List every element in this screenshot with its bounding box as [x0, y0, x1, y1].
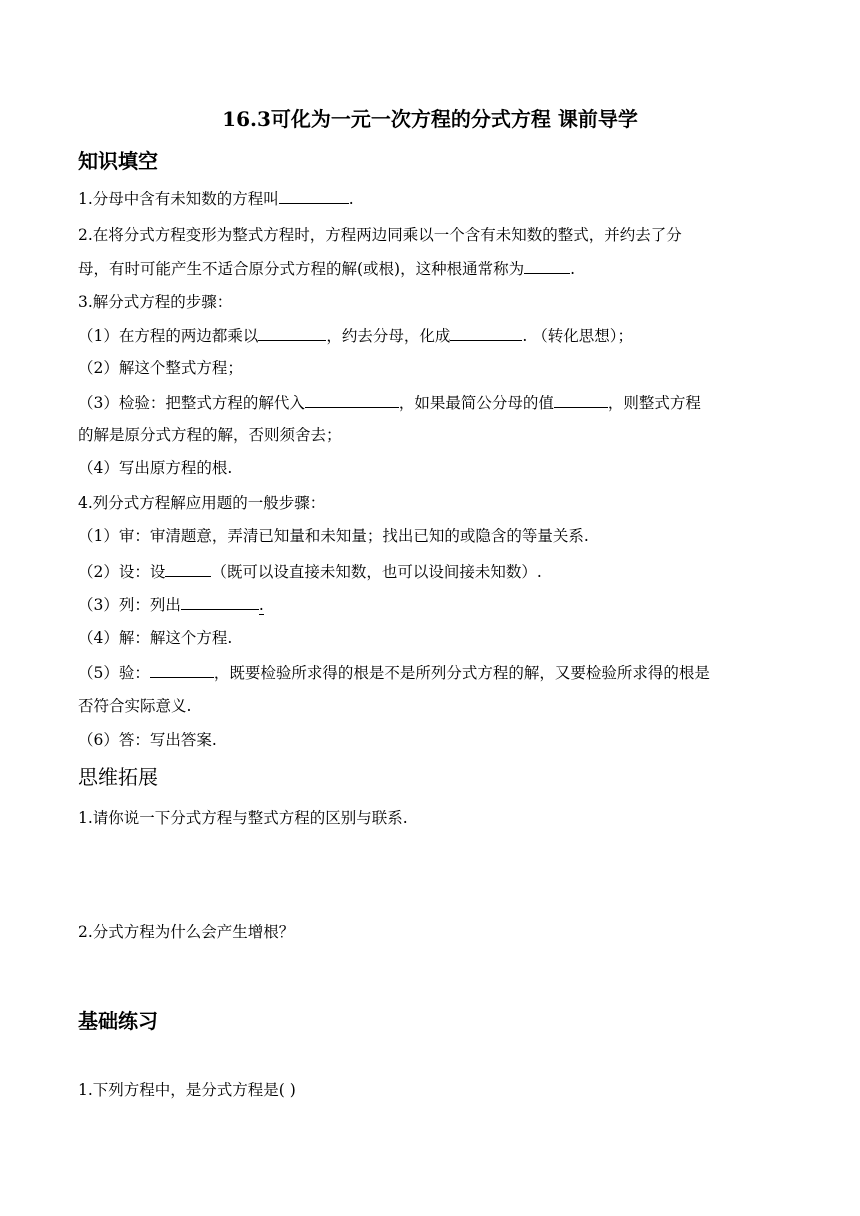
item-3-step-4: （4）写出原方程的根. — [78, 459, 233, 477]
answer-blank[interactable] — [554, 392, 608, 408]
section-heading-basic-practice: 基础练习 — [78, 1009, 158, 1033]
item-1-end: . — [348, 190, 354, 208]
item-4-heading: 4.列分式方程解应用题的一般步骤： — [78, 494, 326, 512]
section-heading-extension: 思维拓展 — [78, 765, 158, 789]
answer-blank[interactable] — [305, 392, 399, 408]
step-text: ，既要检验所求得的根是不是所列分式方程的解，又要检验所求得的根是 — [213, 664, 710, 682]
step-text: . （转化思想）； — [522, 327, 633, 345]
item-2-end: . — [570, 260, 576, 278]
item-4-step-1: （1）审：审清题意，弄清已知量和未知量；找出已知的或隐含的等量关系. — [78, 527, 589, 545]
step-text: （5）验： — [78, 664, 150, 682]
step-text: （2）设：设 — [78, 563, 166, 581]
answer-blank[interactable] — [181, 594, 259, 610]
answer-blank[interactable] — [165, 561, 211, 577]
item-3-step-3-cont: 的解是原分式方程的解，否则须舍去； — [78, 426, 342, 444]
answer-blank[interactable] — [150, 662, 214, 678]
extension-question-2: 2.分式方程为什么会产生增根？ — [78, 923, 295, 941]
step-text: （既可以设直接未知数，也可以设间接未知数）. — [211, 563, 542, 581]
step-text: ，则整式方程 — [607, 394, 701, 412]
item-1 — [78, 188, 354, 209]
section-heading-fill-in: 知识填空 — [78, 149, 158, 173]
item-3-step-3 — [78, 392, 701, 413]
item-4-step-5-cont: 否符合实际意义. — [78, 697, 192, 715]
answer-blank[interactable] — [258, 325, 326, 341]
answer-blank[interactable] — [524, 258, 570, 274]
item-2-line-1: 2.在将分式方程变形为整式方程时，方程两边同乘以一个含有未知数的整式，并约去了分 — [78, 226, 682, 244]
answer-blank[interactable] — [279, 188, 349, 204]
item-2-text: 母，有时可能产生不适合原分式方程的解(或根)，这种根通常称为 — [78, 260, 525, 278]
item-3-heading: 3.解分式方程的步骤： — [78, 293, 233, 311]
step-text: （3）列：列出 — [78, 596, 181, 614]
item-1-text: 1.分母中含有未知数的方程叫 — [78, 190, 279, 208]
item-4-step-5 — [78, 662, 710, 683]
item-4-step-3 — [78, 594, 264, 615]
item-4-step-2 — [78, 561, 542, 582]
item-4-step-4: （4）解：解这个方程. — [78, 629, 233, 647]
step-text: . — [258, 596, 264, 614]
practice-question-1: 1.下列方程中，是分式方程是( ) — [78, 1081, 296, 1099]
extension-question-1: 1.请你说一下分式方程与整式方程的区别与联系. — [78, 809, 408, 827]
item-4-step-6: （6）答：写出答案. — [78, 731, 217, 749]
step-text: （3）检验：把整式方程的解代入 — [78, 394, 305, 412]
page-title: 16.3可化为一元一次方程的分式方程 课前导学 — [222, 107, 638, 131]
step-text: ，约去分母，化成 — [326, 327, 451, 345]
item-3-step-1 — [78, 325, 633, 346]
step-text: （1）在方程的两边都乘以 — [78, 327, 259, 345]
item-2-line-2 — [78, 258, 575, 279]
item-3-step-2: （2）解这个整式方程； — [78, 359, 243, 377]
answer-blank[interactable] — [450, 325, 522, 341]
step-text: ，如果最简公分母的值 — [398, 394, 554, 412]
